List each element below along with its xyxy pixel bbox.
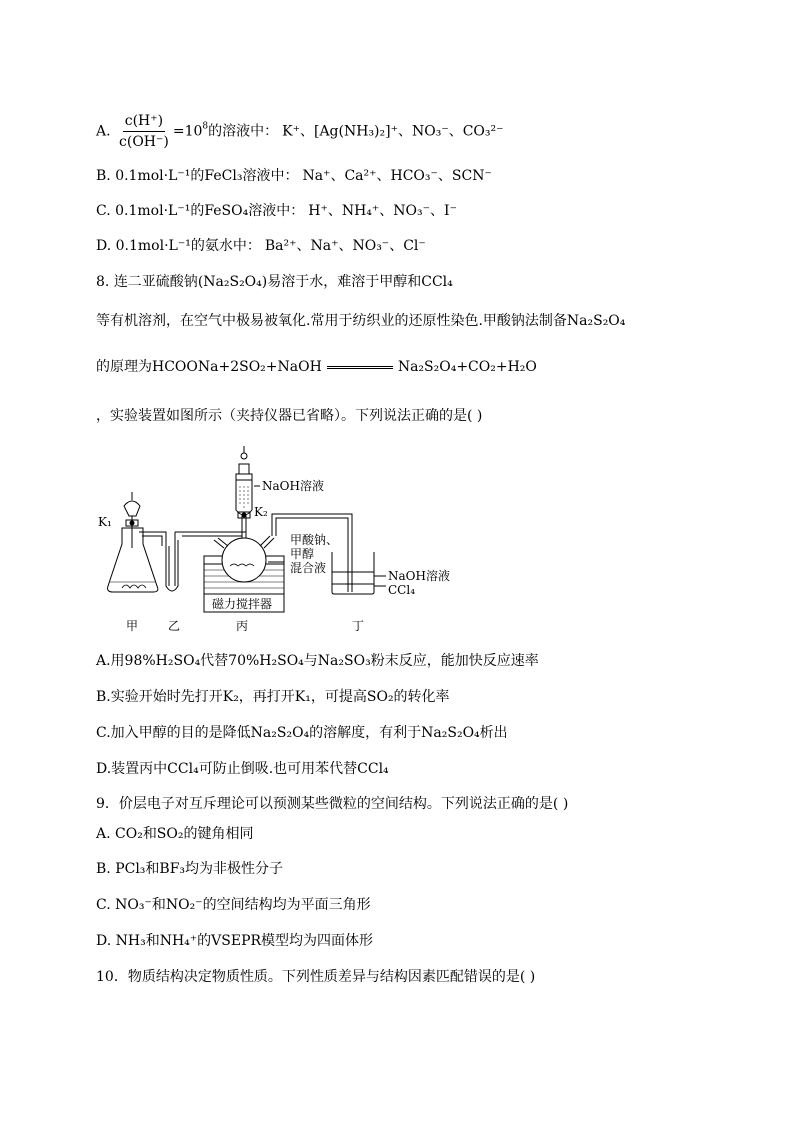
label-mixture-2: 甲醇 bbox=[290, 547, 315, 561]
q8-stem-line2: 等有机溶剂，在空气中极易被氧化.常用于纺织业的还原性染色.甲酸钠法制备Na₂S₂O₄ bbox=[96, 313, 626, 329]
label-mixture-1: 甲酸钠、 bbox=[290, 533, 339, 547]
q10-stem: 10．物质结构决定物质性质。下列性质差异与结构因素匹配错误的是( ) bbox=[96, 969, 536, 985]
q9-stem: 9．价层电子对互斥理论可以预测某些微粒的空间结构。下列说法正确的是( ) bbox=[96, 796, 569, 812]
q7-a-exponent: 8 bbox=[202, 121, 209, 132]
reaction-products: Na₂S₂O₄+CO₂+H₂O bbox=[397, 359, 537, 375]
fraction-numerator: c(H⁺) bbox=[123, 112, 165, 132]
q9-option-a: A. CO₂和SO₂的键角相同 bbox=[96, 826, 254, 842]
q8-option-d: D.装置丙中CCl₄可防止倒吸.也可用苯代替CCl₄ bbox=[96, 761, 389, 777]
label-mixture-3: 混合液 bbox=[290, 561, 327, 575]
q7-c-label: C. bbox=[96, 203, 111, 219]
q8-reaction-line bbox=[96, 357, 537, 377]
q9-option-d: D. NH₃和NH₄⁺的VSEPR模型均为四面体形 bbox=[96, 933, 374, 949]
q9-option-c: C. NO₃⁻和NO₂⁻的空间结构均为平面三角形 bbox=[96, 897, 371, 913]
q8-option-c: C.加入甲醇的目的是降低Na₂S₂O₄的溶解度，有利于Na₂S₂O₄析出 bbox=[96, 725, 508, 741]
q8-option-a: A.用98%H₂SO₄代替70%H₂SO₄与Na₂SO₃粉末反应，能加快反应速率 bbox=[96, 653, 539, 669]
q7-option-d bbox=[96, 236, 426, 256]
label-stirrer: 磁力搅拌器 bbox=[212, 597, 273, 611]
q7-a-equals: =10 bbox=[172, 123, 203, 140]
reaction-reactants: HCOONa+2SO₂+NaOH bbox=[152, 359, 322, 375]
label-jia: 甲 bbox=[126, 619, 139, 633]
reaction-equals-sign bbox=[327, 366, 393, 369]
q8-number: 8. bbox=[96, 274, 110, 290]
q7-a-label: A. bbox=[96, 123, 111, 140]
q7-b-text: 的FeCl₃溶液中： bbox=[190, 168, 299, 184]
q7-d-text: 的氨水中： bbox=[190, 238, 261, 254]
tube-yi bbox=[166, 540, 178, 591]
q7-option-a bbox=[96, 112, 504, 151]
label-beaker-naoh: NaOH溶液 bbox=[388, 569, 450, 583]
q7-a-fraction bbox=[117, 112, 171, 151]
q7-d-conc: 0.1mol·L⁻¹ bbox=[115, 238, 191, 254]
beaker-ding bbox=[332, 552, 374, 594]
q7-b-label: B. bbox=[96, 168, 111, 184]
q8-option-b: B.实验开始时先打开K₂，再打开K₁，可提高SO₂的转化率 bbox=[96, 689, 450, 705]
label-bing: 丙 bbox=[236, 619, 249, 633]
label-beaker-ccl4: CCl₄ bbox=[388, 583, 416, 597]
label-k2: K₂ bbox=[254, 505, 268, 519]
label-yi: 乙 bbox=[168, 619, 181, 633]
flask-bing bbox=[222, 538, 266, 582]
q7-a-ions: K⁺、[Ag(NH₃)₂]⁺、NO₃⁻、CO₃²⁻ bbox=[282, 123, 504, 140]
label-ding: 丁 bbox=[352, 619, 365, 633]
fraction-denominator: c(OH⁻) bbox=[119, 134, 169, 150]
apparatus-figure bbox=[96, 436, 476, 636]
q7-c-conc: 0.1mol·L⁻¹ bbox=[115, 203, 191, 219]
q7-d-label: D. bbox=[96, 238, 112, 254]
q7-d-ions: Ba²⁺、Na⁺、NO₃⁻、Cl⁻ bbox=[264, 238, 426, 254]
q7-c-text: 的FeSO₄溶液中： bbox=[190, 203, 305, 219]
q7-b-conc: 0.1mol·L⁻¹ bbox=[115, 168, 191, 184]
q8-formula: (Na₂S₂O₄) bbox=[197, 274, 268, 290]
q8-stem-line4: ，实验装置如图所示（夹持仪器已省略）。下列说法正确的是( ) bbox=[96, 408, 483, 424]
q8-line3-prefix: 的原理为 bbox=[96, 359, 152, 375]
label-k1: K₁ bbox=[98, 515, 112, 529]
q8-line1-b: 易溶于水，难溶于甲醇和CCl₄ bbox=[267, 274, 453, 290]
q9-option-b: B. PCl₃和BF₃均为非极性分子 bbox=[96, 861, 284, 877]
flask-jia bbox=[108, 528, 158, 592]
q7-c-ions: H⁺、NH₄⁺、NO₃⁻、I⁻ bbox=[308, 203, 457, 219]
funnel-jia bbox=[124, 501, 140, 516]
q7-option-b bbox=[96, 166, 492, 186]
q7-a-text: 的溶液中： bbox=[208, 123, 279, 140]
q7-option-c bbox=[96, 201, 457, 221]
label-naoh-funnel: NaOH溶液 bbox=[262, 479, 324, 493]
q8-line1-a: 连二亚硫酸钠 bbox=[113, 274, 198, 290]
q7-b-ions: Na⁺、Ca²⁺、HCO₃⁻、SCN⁻ bbox=[302, 168, 492, 184]
q8-stem-line1 bbox=[96, 272, 453, 292]
